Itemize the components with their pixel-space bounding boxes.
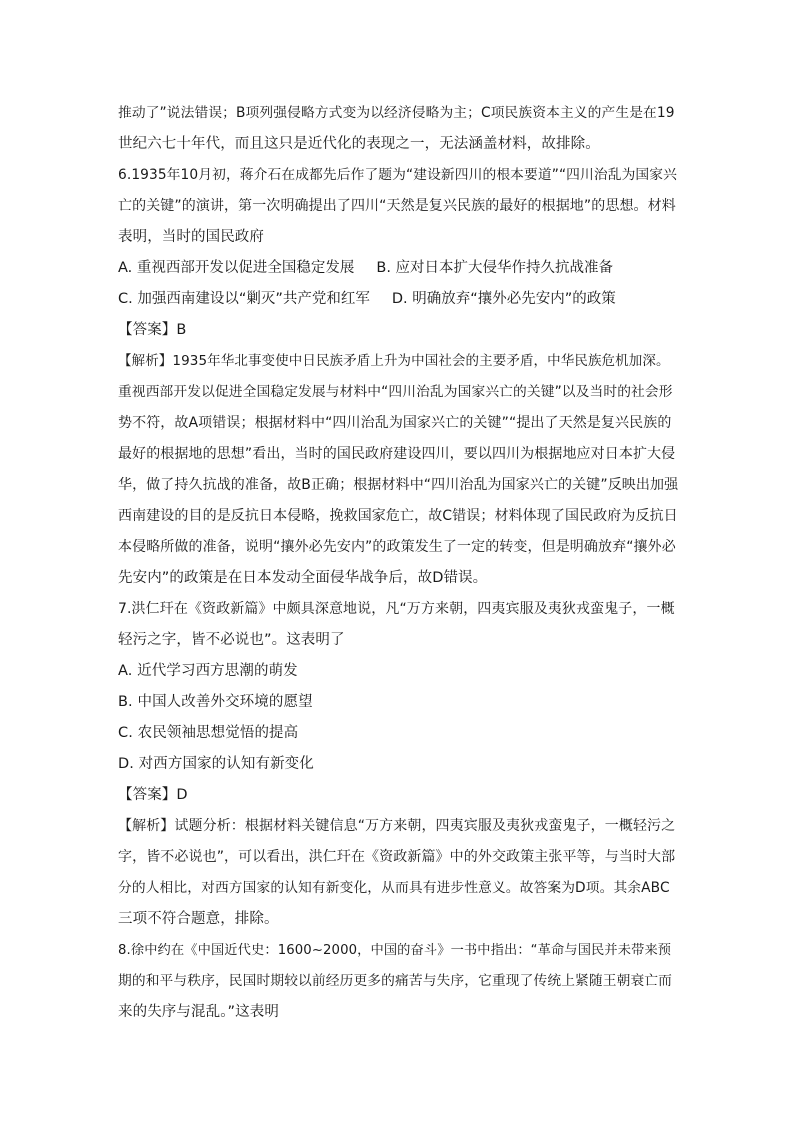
explanation-line: 势不符，故A项错误；根据材料中“四川治乱为国家兴亡的关键”“提出了天然是复兴民族的 (118, 415, 672, 431)
option-row (118, 253, 678, 284)
explanation-line: 本侵略所做的准备，说明“攘外必先安内”的政策发生了一定的转变，但是明确放弃“攘外必 (118, 539, 676, 555)
question-stem: 来的失序与混乱。”这表明 (118, 1004, 279, 1020)
document-page (118, 98, 678, 1028)
explanation-line: 华，做了持久抗战的准备，故B正确；根据材料中“四川治乱为国家兴亡的关键”反映出加强 (118, 477, 679, 493)
explanation-line: 西南建设的目的是反抗日本侵略，挽救国家危亡，故C错误；材料体现了国民政府为反抗日 (118, 508, 678, 524)
explanation-line: 三项不符合题意，排除。 (118, 911, 279, 927)
answer-label: 【答案】B (118, 322, 187, 338)
option-row (118, 284, 678, 315)
explanation-line: 【解析】1935年华北事变使中日民族矛盾上升为中国社会的主要矛盾，中华民族危机加深。 (118, 353, 670, 369)
text-line: 世纪六七十年代，而且这只是近代化的表现之一，无法涵盖材料，故排除。 (118, 136, 600, 152)
explanation-line: 分的人相比，对西方国家的认知有新变化，从而具有进步性意义。故答案为D项。其余ABC (118, 880, 670, 896)
question-stem: 亡的关键”的演讲，第一次明确提出了四川“天然是复兴民族的最好的根据地”的思想。材料 (118, 198, 676, 214)
question-8 (118, 935, 678, 1028)
explanation-line: 【解析】试题分析：根据材料关键信息“万方来朝，四夷宾服及夷狄戎蛮鬼子，一概轻污之 (118, 818, 676, 834)
question-stem: 8.徐中约在《中国近代史：1600~2000，中国的奋斗》一书中指出：“革命与国民并未带来预 (118, 943, 672, 958)
question-stem: 7.洪仁玕在《资政新篇》中颇具深意地说，凡“万方来朝，四夷宾服及夷狄戎蛮鬼子，一概 (118, 601, 675, 617)
option-b: B. 应对日本扩大侵华作持久抗战准备 (376, 260, 614, 276)
explanation-line: 先安内”的政策是在日本发动全面侵华战争后，故D错误。 (118, 570, 488, 586)
text-line: 推动了”说法错误；B项列强侵略方式变为以经济侵略为主；C项民族资本主义的产生是在19 (118, 105, 675, 121)
question-6 (118, 160, 678, 594)
option-c: C. 农民领袖思想觉悟的提高 (118, 725, 299, 741)
question-7 (118, 594, 678, 935)
answer-label: 【答案】D (118, 787, 188, 803)
question-stem: 轻污之字，皆不必说也”。这表明了 (118, 632, 345, 648)
option-c: C. 加强西南建设以“剿灭”共产党和红军 (118, 291, 370, 307)
option-d: D. 明确放弃“攘外必先安内”的政策 (391, 291, 616, 307)
explanation-line: 字，皆不必说也”，可以看出，洪仁玕在《资政新篇》中的外交政策主张平等，与当时大部 (118, 849, 676, 865)
question-stem: 6.1935年10月初，蒋介石在成都先后作了题为“建设新四川的根本要道”“四川治乱为国家兴 (118, 167, 677, 183)
explanation-line: 重视西部开发以促进全国稳定发展与材料中“四川治乱为国家兴亡的关键”以及当时的社会形 (118, 384, 673, 400)
option-a: A. 重视西部开发以促进全国稳定发展 (118, 260, 355, 276)
question-stem: 期的和平与秩序，民国时期较以前经历更多的痛苦与失序，它重现了传统上紧随王朝衰亡而 (118, 973, 673, 989)
explanation-line: 最好的根据地的思想”看出，当时的国民政府建设四川，要以四川为根据地应对日本扩大侵 (118, 446, 676, 462)
option-b: B. 中国人改善外交环境的愿望 (118, 694, 313, 710)
option-a: A. 近代学习西方思潮的萌发 (118, 663, 298, 679)
question-stem: 表明，当时的国民政府 (118, 229, 264, 245)
option-d: D. 对西方国家的认知有新变化 (118, 756, 314, 772)
